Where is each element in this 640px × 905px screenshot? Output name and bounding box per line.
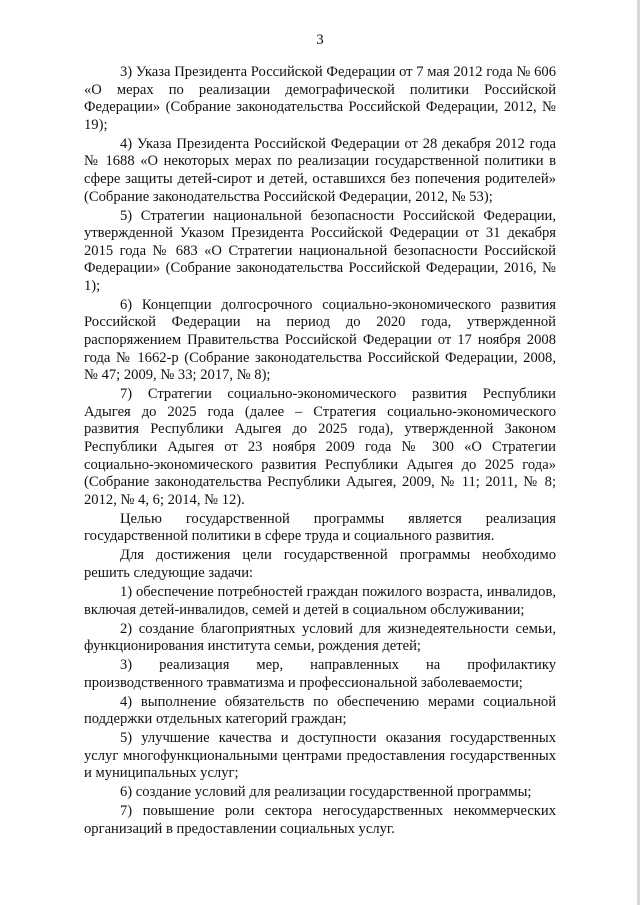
task-item-4: 4) выполнение обязательств по обеспечению мерами социальной поддержки отдельных категорий граждан;: [84, 693, 556, 728]
document-body: [84, 64, 556, 840]
task-item-3: 3) реализация мер, направленных на профилактику производственного травматизма и профессиональной заболеваемости;: [84, 657, 556, 691]
paragraph-national-security-strategy: 5) Стратегии национальной безопасности Российской Федерации, утвержденной Указом Президента Российской Федерации от 31 декабря 2015 года № 683 «О Стратегии национальной безопасности Российской Федерации» (Собрание законодательства Российской Федерации, 2016, № 1);: [84, 207, 556, 294]
paragraph-tasks-intro: Для достижения цели государственной программы необходимо решить следующие задачи:: [84, 547, 556, 581]
paragraph-adygea-strategy: 7) Стратегии социально-экономического развития Республики Адыгея до 2025 года (далее – Стратегия социально-экономического развития Республики Адыгея до 2025 года), утвержденной Законом Республики Адыгея от 23 ноября 2009 года № 300 «О Стратегии социально-экономического развития Республики Адыгея до 2025 года» (Собрание законодательства Республики Адыгея, 2009, № 11; 2011, № 8; 2012, № 4, 6; 2014, № 12).: [84, 386, 556, 508]
task-item-1: 1) обеспечение потребностей граждан пожилого возраста, инвалидов, включая детей-инвалидов, семей и детей в социальном обслуживании;: [84, 583, 556, 618]
task-item-2: 2) создание благоприятных условий для жизнедеятельности семьи, функционирования института семьи, рождения детей;: [84, 620, 556, 655]
paragraph-decree-1688: 4) Указа Президента Российской Федерации от 28 декабря 2012 года № 1688 «О некоторых мерах по реализации государственной политики в сфере защиты детей-сирот и детей, оставшихся без попечения родителей» (Собрание законодательства Российской Федерации, 2012, № 53);: [84, 135, 556, 205]
page-number: 3: [316, 32, 324, 48]
task-item-5: 5) улучшение качества и доступности оказания государственных услуг многофункциональными центрами предоставления государственных и муниципальных услуг;: [84, 730, 556, 782]
paragraph-decree-606: 3) Указа Президента Российской Федерации от 7 мая 2012 года № 606 «О мерах по реализации демографической политики Российской Федерации» (Собрание законодательства Российской Федерации, 2012, № 19);: [84, 64, 556, 133]
task-item-7: 7) повышение роли сектора негосударственных некоммерческих организаций в предоставлении социальных услуг.: [84, 803, 556, 838]
task-item-6: 6) создание условий для реализации государственной программы;: [120, 784, 532, 801]
paragraph-long-term-concept: 6) Концепции долгосрочного социально-экономического развития Российской Федерации на период до 2020 года, утвержденной распоряжением Правительства Российской Федерации от 17 ноября 2008 года № 1662-р (Собрание законодательства Российской Федерации, 2008, № 47; 2009, № 33; 2017, № 8);: [84, 296, 556, 384]
paragraph-program-goal: Целью государственной программы является реализация государственной политики в сфере труда и социального развития.: [84, 510, 556, 545]
